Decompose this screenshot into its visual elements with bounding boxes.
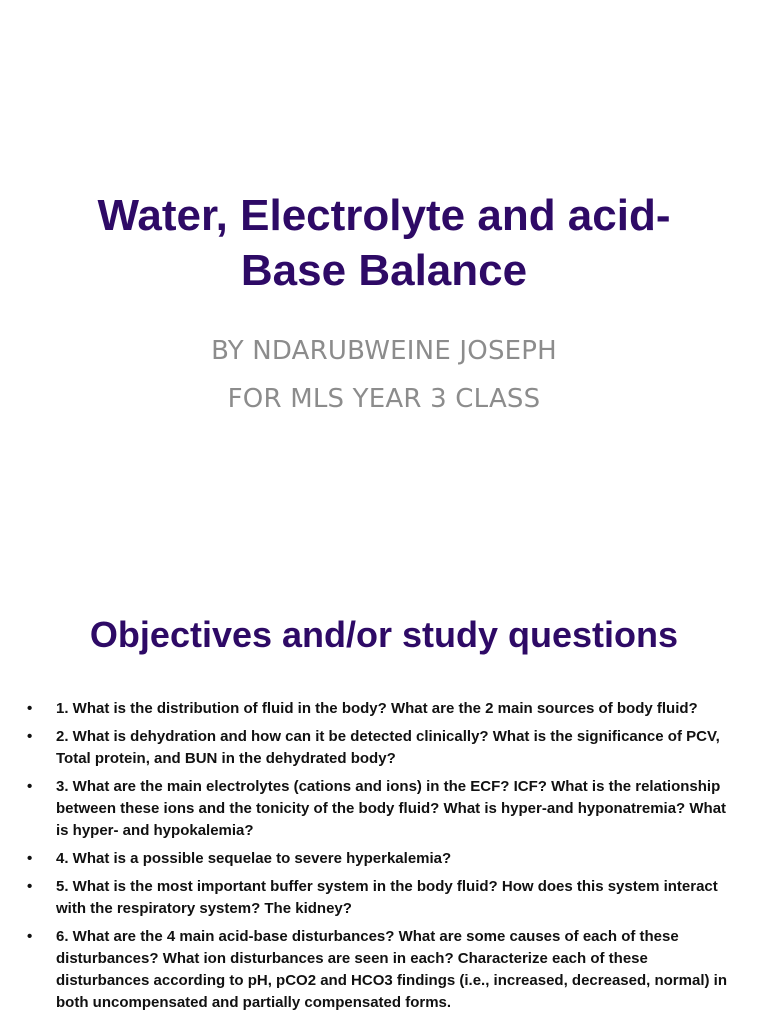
slide-title-line-1: Water, Electrolyte and acid- <box>97 191 671 240</box>
slide-title <box>40 188 728 298</box>
question-text-6: 6. What are the 4 main acid-base disturbances? What are some causes of each of these disturbances? What ion disturbances are seen in each? Characterize each of these disturbances according to pH, pCO2 and HCO3 findings (i.e., increased, decreased, normal) in both uncompensated and partially compensated forms. <box>56 928 727 1011</box>
question-text-3: 3. What are the main electrolytes (cations and ions) in the ECF? ICF? What is the relationship between these ions and the tonicity of the body fluid? What is hyper-and hyponatremia? What is hyper- and hypokalemia? <box>56 778 727 839</box>
question-item-6 <box>0 926 768 1014</box>
objectives-title: Objectives and/or study questions <box>89 614 679 655</box>
question-item-5 <box>0 876 768 920</box>
question-item-3 <box>0 776 768 842</box>
question-item-1 <box>0 698 768 720</box>
questions-list <box>0 698 768 1020</box>
question-text-5: 5. What is the most important buffer system in the body fluid? How does this system interact with the respiratory system? The kidney? <box>56 878 718 917</box>
author-line: BY NDARUBWEINE JOSEPH <box>211 336 557 366</box>
bullet-icon: • <box>27 778 33 795</box>
bullet-icon: • <box>27 728 33 745</box>
slide-title-line-2: Base Balance <box>240 246 528 295</box>
bullet-icon: • <box>27 928 33 945</box>
bullet-icon: • <box>27 850 33 867</box>
question-text-4: 4. What is a possible sequelae to severe hyperkalemia? <box>56 850 452 867</box>
question-text-2: 2. What is dehydration and how can it be detected clinically? What is the significance of PCV, Total protein, and BUN in the dehydrated body? <box>56 728 720 767</box>
bullet-icon: • <box>27 878 33 895</box>
question-text-1: 1. What is the distribution of fluid in the body? What are the 2 main sources of body fluid? <box>56 700 698 717</box>
question-item-2 <box>0 726 768 770</box>
class-line: FOR MLS YEAR 3 CLASS <box>227 384 541 414</box>
question-item-4 <box>0 848 768 870</box>
objectives-slide <box>0 576 768 1024</box>
bullet-icon: • <box>27 700 33 717</box>
